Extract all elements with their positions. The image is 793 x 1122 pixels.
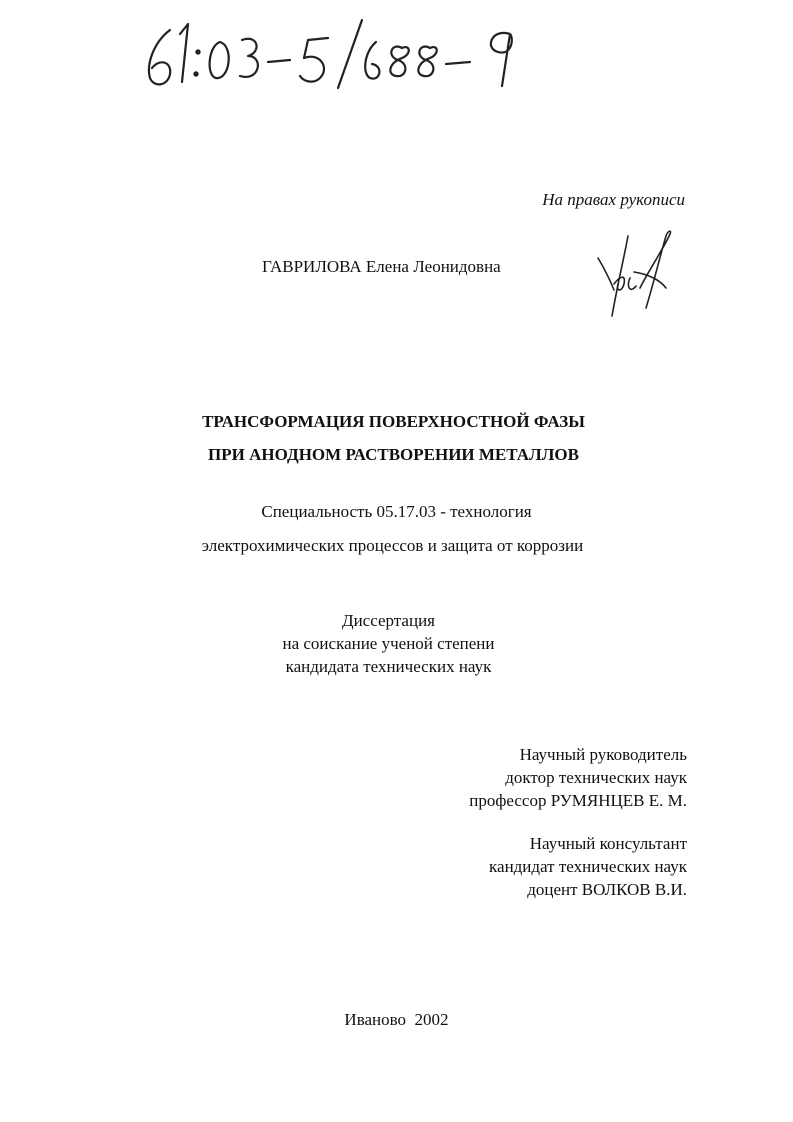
city-and-year: Иваново 2002 <box>344 1010 449 1029</box>
thesis-title-line-1: ТРАНСФОРМАЦИЯ ПОВЕРХНОСТНОЙ ФАЗЫ <box>202 412 585 431</box>
dissertation-label: Диссертация <box>341 611 435 630</box>
supervisor-role: Научный руководитель <box>519 745 687 764</box>
supervisor-degree: доктор технических наук <box>505 768 687 787</box>
dissertation-degree-line-2: кандидата технических наук <box>285 657 492 676</box>
consultant-degree: кандидат технических наук <box>489 857 687 876</box>
handwritten-archive-code <box>140 12 530 92</box>
manuscript-rights-note: На правах рукописи <box>542 190 685 209</box>
author-name: ГАВРИЛОВА Елена Леонидовна <box>262 257 501 276</box>
consultant-role: Научный консультант <box>529 834 687 853</box>
supervisor-name: профессор РУМЯНЦЕВ Е. М. <box>469 791 687 810</box>
consultant-name: доцент ВОЛКОВ В.И. <box>527 880 687 899</box>
dissertation-degree-line-1: на соискание ученой степени <box>282 634 495 653</box>
specialty-line-2: электрохимических процессов и защита от коррозии <box>201 536 584 555</box>
thesis-title-line-2: ПРИ АНОДНОМ РАСТВОРЕНИИ МЕТАЛЛОВ <box>208 445 579 464</box>
signature <box>590 228 680 323</box>
specialty-line-1: Специальность 05.17.03 - технология <box>261 502 532 521</box>
